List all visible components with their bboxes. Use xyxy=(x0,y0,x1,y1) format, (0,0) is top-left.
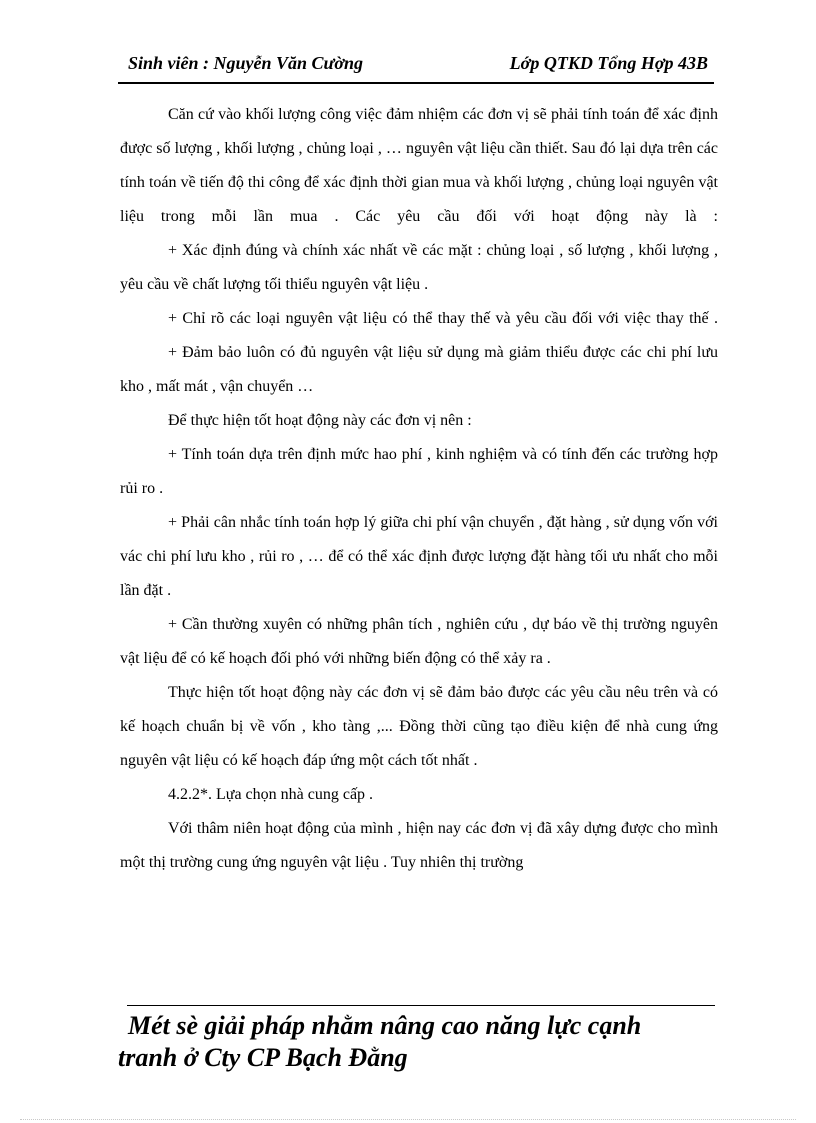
class-name: Lớp QTKD Tổng Hợp 43B xyxy=(509,53,708,73)
paragraph: + Cần thường xuyên có những phân tích , nghiên cứu , dự báo về thị trường nguyên vật liệu để có kế hoạch đối phó với những biến động có thể xảy ra . xyxy=(120,616,718,667)
footer-title-line2: tranh ở Cty CP Bạch Đằng xyxy=(118,1043,408,1072)
footer-title xyxy=(118,1010,718,1074)
paragraph: + Phải cân nhắc tính toán hợp lý giữa chi phí vận chuyển , đặt hàng , sử dụng vốn với vác chi phí lưu kho , rủi ro , … để có thể xác định được lượng đặt hàng tối ưu nhất cho mỗi lần đặt . xyxy=(120,514,718,599)
footer-title-line1: Mét sè giải pháp nhằm nâng cao năng lực cạnh xyxy=(128,1011,642,1040)
paragraph: + Xác định đúng và chính xác nhất về các mặt : chủng loại , số lượng , khối lượng , yêu cầu về chất lượng tối thiểu nguyên vật liệu . xyxy=(120,242,718,293)
paragraph: + Tính toán dựa trên định mức hao phí , kinh nghiệm và có tính đến các trường hợp rủi ro . xyxy=(120,446,718,497)
paragraph: + Chỉ rõ các loại nguyên vật liệu có thể thay thế và yêu cầu đối với việc thay thế . xyxy=(168,310,718,327)
page-header xyxy=(118,50,714,84)
paragraph: Thực hiện tốt hoạt động này các đơn vị sẽ đảm bảo được các yêu cầu nêu trên và có kế hoạch chuẩn bị về vốn , kho tàng ,... Đồng thời cũng tạo điều kiện để nhà cung ứng nguyên vật liệu có kế hoạch đáp ứng một cách tốt nhất . xyxy=(120,684,718,769)
paragraph: Để thực hiện tốt hoạt động này các đơn vị nên : xyxy=(168,412,472,429)
footer-divider xyxy=(127,1005,715,1006)
paragraph: Với thâm niên hoạt động của mình , hiện nay các đơn vị đã xây dựng được cho mình một thị trường cung ứng nguyên vật liệu . Tuy nhiên thị trường xyxy=(120,820,718,871)
student-name: Sinh viên : Nguyễn Văn Cường xyxy=(128,53,363,73)
paragraph: + Đảm bảo luôn có đủ nguyên vật liệu sử dụng mà giảm thiểu được các chi phí lưu kho , mất mát , vận chuyển … xyxy=(120,344,718,395)
page-bottom-border xyxy=(20,1119,796,1120)
document-body xyxy=(120,98,718,880)
section-heading: 4.2.2*. Lựa chọn nhà cung cấp . xyxy=(168,786,374,803)
paragraph: Căn cứ vào khối lượng công việc đảm nhiệm các đơn vị sẽ phải tính toán để xác định được số lượng , khối lượng , chủng loại , … nguyên vật liệu cần thiết. Sau đó lại dựa trên các tính toán về tiến độ thi công để xác định thời gian mua và khối lượng , chủng loại nguyên vật liệu trong mỗi lần mua . Các yêu cầu đối với hoạt động này là : xyxy=(120,106,718,225)
